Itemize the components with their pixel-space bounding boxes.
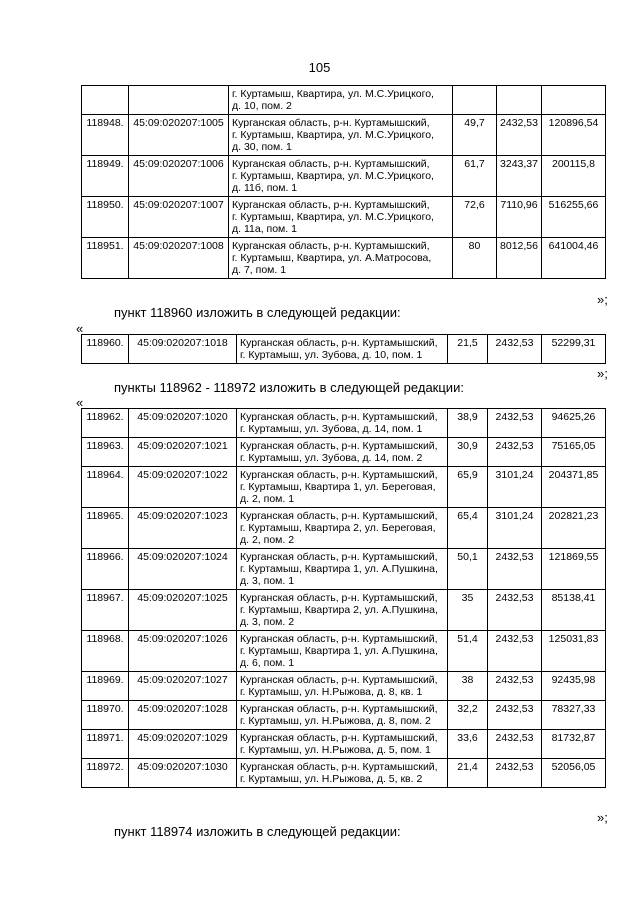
area-cell: 21,4 (448, 759, 488, 788)
register-table-1 (81, 85, 606, 279)
area-cell: 30,9 (448, 438, 488, 467)
address-line: Курганская область, р-н. Куртамышский, (232, 158, 430, 170)
area-cell: 33,6 (448, 730, 488, 759)
item-number-cell: 118964. (82, 467, 129, 508)
area-cell: 38 (448, 672, 488, 701)
table-row (82, 730, 606, 759)
area-cell: 51,4 (448, 631, 488, 672)
address-line: г. Куртамыш, Квартира, ул. М.С.Урицкого, (232, 170, 434, 182)
item-number-cell: 118972. (82, 759, 129, 788)
area-cell: 65,4 (448, 508, 488, 549)
table-row (82, 156, 606, 197)
address-line: д. 3, пом. 1 (240, 575, 295, 587)
item-number-cell: 118965. (82, 508, 129, 549)
cadastral-value-cell: 94625,26 (542, 409, 606, 438)
address-line: г. Куртамыш, Квартира, ул. М.С.Урицкого, (232, 129, 434, 141)
table-row (82, 549, 606, 590)
area-cell: 50,1 (448, 549, 488, 590)
address-line: д. 2, пом. 2 (240, 534, 295, 546)
address-line: Курганская область, р-н. Куртамышский, (240, 633, 438, 645)
address-cell (237, 549, 448, 590)
address-line: г. Куртамыш, Квартира 1, ул. А.Пушкина, (240, 563, 438, 575)
table-row (82, 438, 606, 467)
address-line: Курганская область, р-н. Куртамышский, (240, 732, 438, 744)
address-line: Курганская область, р-н. Куртамышский, (240, 592, 438, 604)
address-cell (237, 409, 448, 438)
cadastral-value-cell: 52056,05 (542, 759, 606, 788)
table-row (82, 672, 606, 701)
address-cell (237, 438, 448, 467)
address-line: г. Куртамыш, ул. Зубова, д. 10, пом. 1 (240, 349, 423, 361)
cadastral-number-cell: 45:09:020207:1022 (129, 467, 237, 508)
area-cell: 32,2 (448, 701, 488, 730)
table-row (82, 590, 606, 631)
cadastral-number-cell: 45:09:020207:1020 (129, 409, 237, 438)
address-line: д. 3, пом. 2 (240, 616, 295, 628)
cadastral-value-cell: 52299,31 (542, 335, 606, 364)
cadastral-value-cell: 516255,66 (542, 197, 606, 238)
table-row (82, 409, 606, 438)
item-number-cell: 118963. (82, 438, 129, 467)
address-cell (237, 467, 448, 508)
amendment-paragraph-1: пункт 118960 изложить в следующей редакции: (114, 305, 401, 320)
address-line: Курганская область, р-н. Куртамышский, (232, 117, 430, 129)
cadastral-number-cell: 45:09:020207:1021 (129, 438, 237, 467)
address-line: Курганская область, р-н. Куртамышский, (240, 510, 438, 522)
cadastral-value-cell: 202821,23 (542, 508, 606, 549)
address-line: г. Куртамыш, Квартира 2, ул. Береговая, (240, 522, 436, 534)
address-line: г. Куртамыш, Квартира, ул. А.Матросова, (232, 252, 432, 264)
unit-value-cell: 2432,53 (488, 730, 542, 759)
address-line: Курганская область, р-н. Куртамышский, (240, 411, 438, 423)
unit-value-cell: 2432,53 (488, 549, 542, 590)
address-line: г. Куртамыш, Квартира, ул. М.С.Урицкого, (232, 211, 434, 223)
item-number-cell: 118968. (82, 631, 129, 672)
area-cell: 72,6 (453, 197, 497, 238)
address-cell (229, 115, 453, 156)
item-number-cell: 118967. (82, 590, 129, 631)
address-line: д. 2, пом. 1 (240, 493, 295, 505)
amendment-paragraph-3: пункт 118974 изложить в следующей редакции: (114, 824, 401, 839)
closing-quote-1: »; (597, 292, 608, 307)
cadastral-value-cell: 81732,87 (542, 730, 606, 759)
table-row (82, 335, 606, 364)
item-number-cell: 118951. (82, 238, 129, 279)
address-line: д. 11а, пом. 1 (232, 223, 297, 235)
address-line: д. 30, пом. 1 (232, 141, 292, 153)
cadastral-number-cell: 45:09:020207:1018 (129, 335, 237, 364)
address-cell (229, 86, 453, 115)
cadastral-value-cell: 75165,05 (542, 438, 606, 467)
unit-value-cell: 2432,53 (488, 631, 542, 672)
address-line: г. Куртамыш, ул. Н.Рыжова, д. 5, кв. 2 (240, 773, 423, 785)
table-row (82, 508, 606, 549)
address-line: д. 10, пом. 2 (232, 100, 292, 112)
unit-value-cell: 2432,53 (488, 335, 542, 364)
area-cell: 61,7 (453, 156, 497, 197)
address-cell (229, 197, 453, 238)
cadastral-number-cell: 45:09:020207:1024 (129, 549, 237, 590)
address-line: г. Куртамыш, Квартира, ул. М.С.Урицкого, (232, 88, 434, 100)
address-cell (237, 590, 448, 631)
item-number-cell: 118960. (82, 335, 129, 364)
area-cell: 35 (448, 590, 488, 631)
cadastral-number-cell: 45:09:020207:1005 (129, 115, 229, 156)
address-line: Курганская область, р-н. Куртамышский, (240, 703, 438, 715)
cadastral-number-cell: 45:09:020207:1028 (129, 701, 237, 730)
area-cell: 49,7 (453, 115, 497, 156)
unit-value-cell: 8012,56 (497, 238, 542, 279)
unit-value-cell: 2432,53 (488, 759, 542, 788)
area-cell: 38,9 (448, 409, 488, 438)
unit-value-cell: 2432,53 (488, 438, 542, 467)
address-cell (237, 730, 448, 759)
address-cell (237, 631, 448, 672)
address-line: г. Куртамыш, ул. Н.Рыжова, д. 5, пом. 1 (240, 744, 431, 756)
cadastral-value-cell: 78327,33 (542, 701, 606, 730)
unit-value-cell: 3101,24 (488, 467, 542, 508)
address-line: г. Куртамыш, Квартира 1, ул. Береговая, (240, 481, 436, 493)
cadastral-number-cell: 45:09:020207:1023 (129, 508, 237, 549)
address-cell (229, 156, 453, 197)
unit-value-cell (497, 86, 542, 115)
address-line: Курганская область, р-н. Куртамышский, (240, 469, 438, 481)
closing-quote-2: »; (597, 366, 608, 381)
cadastral-number-cell (129, 86, 229, 115)
item-number-cell: 118966. (82, 549, 129, 590)
address-line: г. Куртамыш, ул. Зубова, д. 14, пом. 2 (240, 452, 423, 464)
cadastral-number-cell: 45:09:020207:1030 (129, 759, 237, 788)
address-line: г. Куртамыш, Квартира 2, ул. А.Пушкина, (240, 604, 438, 616)
cadastral-number-cell: 45:09:020207:1025 (129, 590, 237, 631)
item-number-cell: 118949. (82, 156, 129, 197)
cadastral-number-cell: 45:09:020207:1006 (129, 156, 229, 197)
item-number-cell: 118948. (82, 115, 129, 156)
cadastral-value-cell: 85138,41 (542, 590, 606, 631)
unit-value-cell: 3101,24 (488, 508, 542, 549)
area-cell (453, 86, 497, 115)
area-cell: 21,5 (448, 335, 488, 364)
address-cell (237, 508, 448, 549)
unit-value-cell: 3243,37 (497, 156, 542, 197)
address-line: Курганская область, р-н. Куртамышский, (240, 440, 438, 452)
table-row (82, 759, 606, 788)
unit-value-cell: 2432,53 (488, 672, 542, 701)
cadastral-value-cell: 641004,46 (542, 238, 606, 279)
cadastral-value-cell: 120896,54 (542, 115, 606, 156)
item-number-cell (82, 86, 129, 115)
opening-quote-1: « (76, 321, 84, 336)
address-cell (237, 759, 448, 788)
item-number-cell: 118971. (82, 730, 129, 759)
opening-quote-2: « (76, 395, 84, 410)
table-row (82, 115, 606, 156)
area-cell: 65,9 (448, 467, 488, 508)
address-line: д. 6, пом. 1 (240, 657, 295, 669)
table-row (82, 701, 606, 730)
table-row (82, 86, 606, 115)
address-line: г. Куртамыш, ул. Н.Рыжова, д. 8, кв. 1 (240, 686, 423, 698)
closing-quote-3: »; (597, 810, 608, 825)
page-number: 105 (308, 60, 331, 75)
cadastral-number-cell: 45:09:020207:1029 (129, 730, 237, 759)
table-row (82, 197, 606, 238)
address-line: г. Куртамыш, Квартира 1, ул. А.Пушкина, (240, 645, 438, 657)
table-row (82, 467, 606, 508)
cadastral-number-cell: 45:09:020207:1007 (129, 197, 229, 238)
cadastral-number-cell: 45:09:020207:1008 (129, 238, 229, 279)
address-cell (237, 701, 448, 730)
item-number-cell: 118970. (82, 701, 129, 730)
address-cell (237, 672, 448, 701)
cadastral-value-cell: 204371,85 (542, 467, 606, 508)
address-cell (237, 335, 448, 364)
cadastral-value-cell: 125031,83 (542, 631, 606, 672)
address-line: Курганская область, р-н. Куртамышский, (240, 551, 438, 563)
unit-value-cell: 2432,53 (488, 409, 542, 438)
unit-value-cell: 7110,96 (497, 197, 542, 238)
cadastral-value-cell: 92435,98 (542, 672, 606, 701)
amendment-paragraph-2: пункты 118962 - 118972 изложить в следующей редакции: (114, 380, 464, 395)
address-line: д. 7, пом. 1 (232, 264, 287, 276)
address-line: Курганская область, р-н. Куртамышский, (232, 240, 430, 252)
address-line: г. Куртамыш, ул. Н.Рыжова, д. 8, пом. 2 (240, 715, 431, 727)
address-cell (229, 238, 453, 279)
unit-value-cell: 2432,53 (488, 701, 542, 730)
cadastral-value-cell: 121869,55 (542, 549, 606, 590)
address-line: Курганская область, р-н. Куртамышский, (240, 761, 438, 773)
cadastral-value-cell (542, 86, 606, 115)
table-row (82, 238, 606, 279)
address-line: Курганская область, р-н. Куртамышский, (232, 199, 430, 211)
item-number-cell: 118969. (82, 672, 129, 701)
cadastral-number-cell: 45:09:020207:1026 (129, 631, 237, 672)
item-number-cell: 118962. (82, 409, 129, 438)
cadastral-value-cell: 200115,8 (542, 156, 606, 197)
register-table-3 (81, 408, 606, 788)
unit-value-cell: 2432,53 (497, 115, 542, 156)
cadastral-number-cell: 45:09:020207:1027 (129, 672, 237, 701)
unit-value-cell: 2432,53 (488, 590, 542, 631)
register-table-2 (81, 334, 606, 364)
area-cell: 80 (453, 238, 497, 279)
address-line: Курганская область, р-н. Куртамышский, (240, 674, 438, 686)
item-number-cell: 118950. (82, 197, 129, 238)
address-line: д. 11б, пом. 1 (232, 182, 298, 194)
address-line: г. Куртамыш, ул. Зубова, д. 14, пом. 1 (240, 423, 423, 435)
address-line: Курганская область, р-н. Куртамышский, (240, 337, 438, 349)
table-row (82, 631, 606, 672)
